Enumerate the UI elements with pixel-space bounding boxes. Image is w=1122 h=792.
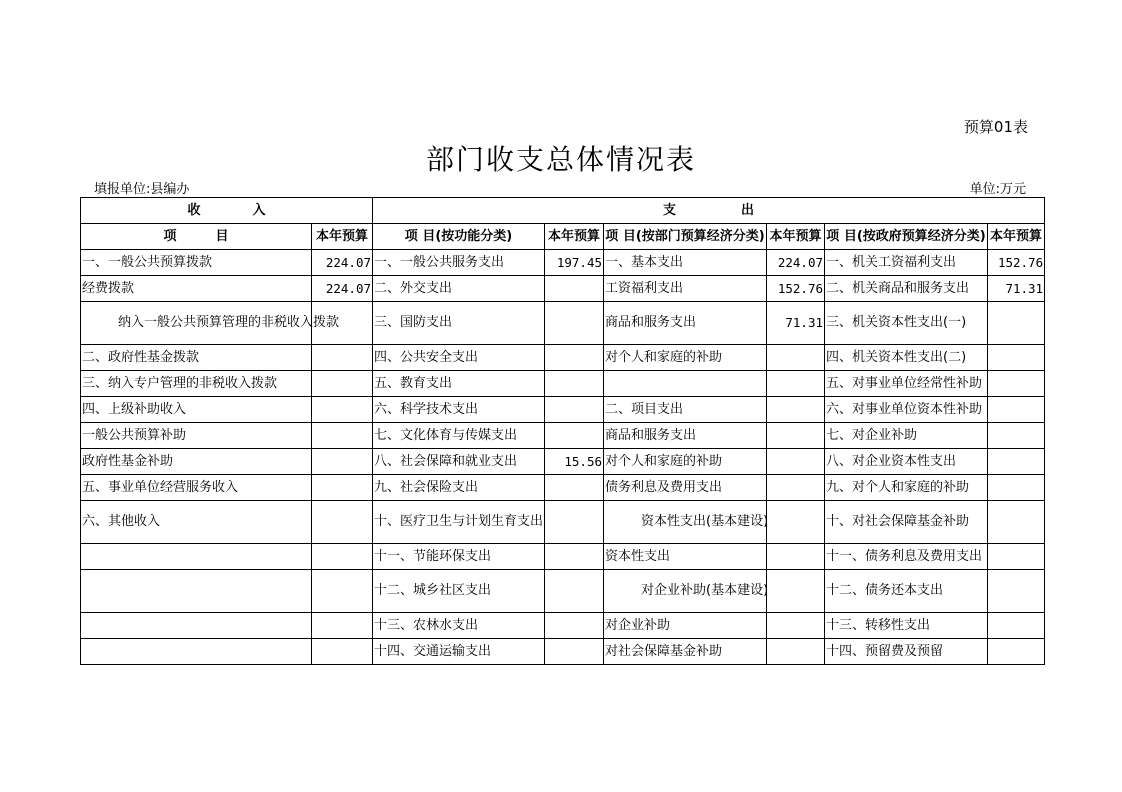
gov-econ-item: 十二、债务还本支出	[825, 570, 988, 613]
gov-econ-item: 七、对企业补助	[825, 423, 988, 449]
func-value	[545, 639, 604, 665]
gov-econ-item: 四、机关资本性支出(二)	[825, 345, 988, 371]
dept-econ-item	[604, 371, 767, 397]
gov-econ-value: 152.76	[988, 250, 1045, 276]
income-value	[312, 423, 373, 449]
gov-econ-item: 十、对社会保障基金补助	[825, 501, 988, 544]
income-item	[81, 613, 312, 639]
income-value	[312, 544, 373, 570]
table-row	[81, 570, 1045, 613]
func-item: 四、公共安全支出	[373, 345, 545, 371]
income-item-text: 纳入一般公共预算管理的非税收入拨款	[118, 315, 340, 330]
income-item	[81, 544, 312, 570]
table-row	[81, 397, 1045, 423]
income-item: 三、纳入专户管理的非税收入拨款	[81, 371, 312, 397]
income-item: 二、政府性基金拨款	[81, 345, 312, 371]
income-item: 经费拨款	[81, 276, 312, 302]
func-value	[545, 544, 604, 570]
dept-econ-value	[767, 475, 825, 501]
gov-econ-value	[988, 501, 1045, 544]
group-header-row	[81, 198, 1045, 224]
gov-econ-item: 六、对事业单位资本性补助	[825, 397, 988, 423]
dept-econ-item: 商品和服务支出	[604, 423, 767, 449]
func-value	[545, 345, 604, 371]
income-value	[312, 501, 373, 544]
col-header-item: 项 目	[81, 224, 312, 250]
income-value	[312, 639, 373, 665]
dept-econ-item: 二、项目支出	[604, 397, 767, 423]
dept-econ-value	[767, 639, 825, 665]
dept-econ-item: 对企业补助	[604, 613, 767, 639]
dept-econ-item: 商品和服务支出	[604, 302, 767, 345]
income-value	[312, 397, 373, 423]
filing-unit-label: 填报单位:县编办	[94, 182, 190, 197]
func-value	[545, 371, 604, 397]
table-row	[81, 371, 1045, 397]
func-value	[545, 397, 604, 423]
func-item: 九、社会保险支出	[373, 475, 545, 501]
gov-econ-value	[988, 397, 1045, 423]
func-item: 二、外交支出	[373, 276, 545, 302]
income-item: 一、一般公共预算拨款	[81, 250, 312, 276]
col-header-dept-econ: 项 目(按部门预算经济分类)	[604, 224, 767, 250]
income-item	[81, 570, 312, 613]
table-row	[81, 639, 1045, 665]
gov-econ-value	[988, 449, 1045, 475]
dept-econ-item: 工资福利支出	[604, 276, 767, 302]
dept-econ-item	[604, 570, 767, 613]
column-header-row	[81, 224, 1045, 250]
gov-econ-value	[988, 371, 1045, 397]
gov-econ-value	[988, 423, 1045, 449]
gov-econ-value	[988, 475, 1045, 501]
dept-econ-item: 一、基本支出	[604, 250, 767, 276]
gov-econ-value	[988, 613, 1045, 639]
func-item: 十二、城乡社区支出	[373, 570, 545, 613]
table-row	[81, 449, 1045, 475]
func-value	[545, 501, 604, 544]
table-row	[81, 475, 1045, 501]
col-header-budget: 本年预算	[545, 224, 604, 250]
income-item: 五、事业单位经营服务收入	[81, 475, 312, 501]
income-item	[81, 639, 312, 665]
gov-econ-item: 十四、预留费及预留	[825, 639, 988, 665]
gov-econ-item: 九、对个人和家庭的补助	[825, 475, 988, 501]
func-value	[545, 475, 604, 501]
func-value: 15.56	[545, 449, 604, 475]
func-value	[545, 423, 604, 449]
budget-table	[80, 197, 1045, 665]
dept-econ-item-text: 对企业补助(基本建设)	[641, 583, 769, 598]
gov-econ-value: 71.31	[988, 276, 1045, 302]
table-row	[81, 501, 1045, 544]
func-item: 一、一般公共服务支出	[373, 250, 545, 276]
func-item: 十一、节能环保支出	[373, 544, 545, 570]
gov-econ-value	[988, 345, 1045, 371]
gov-econ-item: 八、对企业资本性支出	[825, 449, 988, 475]
dept-econ-item: 对个人和家庭的补助	[604, 449, 767, 475]
gov-econ-item: 五、对事业单位经常性补助	[825, 371, 988, 397]
dept-econ-value	[767, 570, 825, 613]
gov-econ-item: 二、机关商品和服务支出	[825, 276, 988, 302]
dept-econ-value	[767, 371, 825, 397]
dept-econ-value	[767, 423, 825, 449]
dept-econ-value	[767, 544, 825, 570]
gov-econ-value	[988, 302, 1045, 345]
income-item: 政府性基金补助	[81, 449, 312, 475]
dept-econ-value: 152.76	[767, 276, 825, 302]
dept-econ-value	[767, 449, 825, 475]
dept-econ-value	[767, 397, 825, 423]
income-item: 一般公共预算补助	[81, 423, 312, 449]
income-value: 224.07	[312, 250, 373, 276]
gov-econ-value	[988, 639, 1045, 665]
income-value	[312, 449, 373, 475]
func-value: 197.45	[545, 250, 604, 276]
income-value	[312, 613, 373, 639]
dept-econ-item: 对社会保障基金补助	[604, 639, 767, 665]
dept-econ-item-text: 资本性支出(基本建设)	[641, 514, 769, 529]
unit-label: 单位:万元	[969, 182, 1026, 197]
table-row	[81, 276, 1045, 302]
func-item: 三、国防支出	[373, 302, 545, 345]
col-header-budget: 本年预算	[988, 224, 1045, 250]
func-item: 十、医疗卫生与计划生育支出	[373, 501, 545, 544]
dept-econ-value: 224.07	[767, 250, 825, 276]
table-number: 预算01表	[963, 118, 1028, 136]
income-item	[81, 302, 340, 345]
dept-econ-value	[767, 345, 825, 371]
income-value	[312, 475, 373, 501]
func-item: 八、社会保障和就业支出	[373, 449, 545, 475]
dept-econ-value	[767, 501, 825, 544]
income-value	[312, 345, 373, 371]
expense-group-header: 支 出	[373, 198, 1045, 224]
gov-econ-item: 十三、转移性支出	[825, 613, 988, 639]
table-row	[81, 345, 1045, 371]
table-row	[81, 423, 1045, 449]
dept-econ-item: 对个人和家庭的补助	[604, 345, 767, 371]
table-row	[81, 544, 1045, 570]
dept-econ-item: 债务利息及费用支出	[604, 475, 767, 501]
table-row	[81, 613, 1045, 639]
income-value: 224.07	[312, 276, 373, 302]
func-value	[545, 302, 604, 345]
table-row	[81, 250, 1045, 276]
dept-econ-value	[767, 613, 825, 639]
func-item: 六、科学技术支出	[373, 397, 545, 423]
gov-econ-value	[988, 544, 1045, 570]
func-item: 七、文化体育与传媒支出	[373, 423, 545, 449]
gov-econ-item: 十一、债务利息及费用支出	[825, 544, 988, 570]
income-value	[312, 570, 373, 613]
func-value	[545, 276, 604, 302]
func-item: 十三、农林水支出	[373, 613, 545, 639]
dept-econ-item: 资本性支出	[604, 544, 767, 570]
dept-econ-item	[604, 501, 767, 544]
dept-econ-value: 71.31	[767, 302, 825, 345]
income-group-header: 收 入	[81, 198, 373, 224]
func-item: 十四、交通运输支出	[373, 639, 545, 665]
gov-econ-value	[988, 570, 1045, 613]
income-value	[312, 371, 373, 397]
income-item: 四、上级补助收入	[81, 397, 312, 423]
col-header-budget: 本年预算	[312, 224, 373, 250]
func-value	[545, 613, 604, 639]
page-title: 部门收支总体情况表	[425, 143, 696, 176]
table-row	[81, 302, 1045, 345]
col-header-func: 项 目(按功能分类)	[373, 224, 545, 250]
func-value	[545, 570, 604, 613]
col-header-gov-econ: 项 目(按政府预算经济分类)	[825, 224, 988, 250]
func-item: 五、教育支出	[373, 371, 545, 397]
gov-econ-item: 三、机关资本性支出(一)	[825, 302, 988, 345]
income-item: 六、其他收入	[81, 501, 312, 544]
col-header-budget: 本年预算	[767, 224, 825, 250]
gov-econ-item: 一、机关工资福利支出	[825, 250, 988, 276]
